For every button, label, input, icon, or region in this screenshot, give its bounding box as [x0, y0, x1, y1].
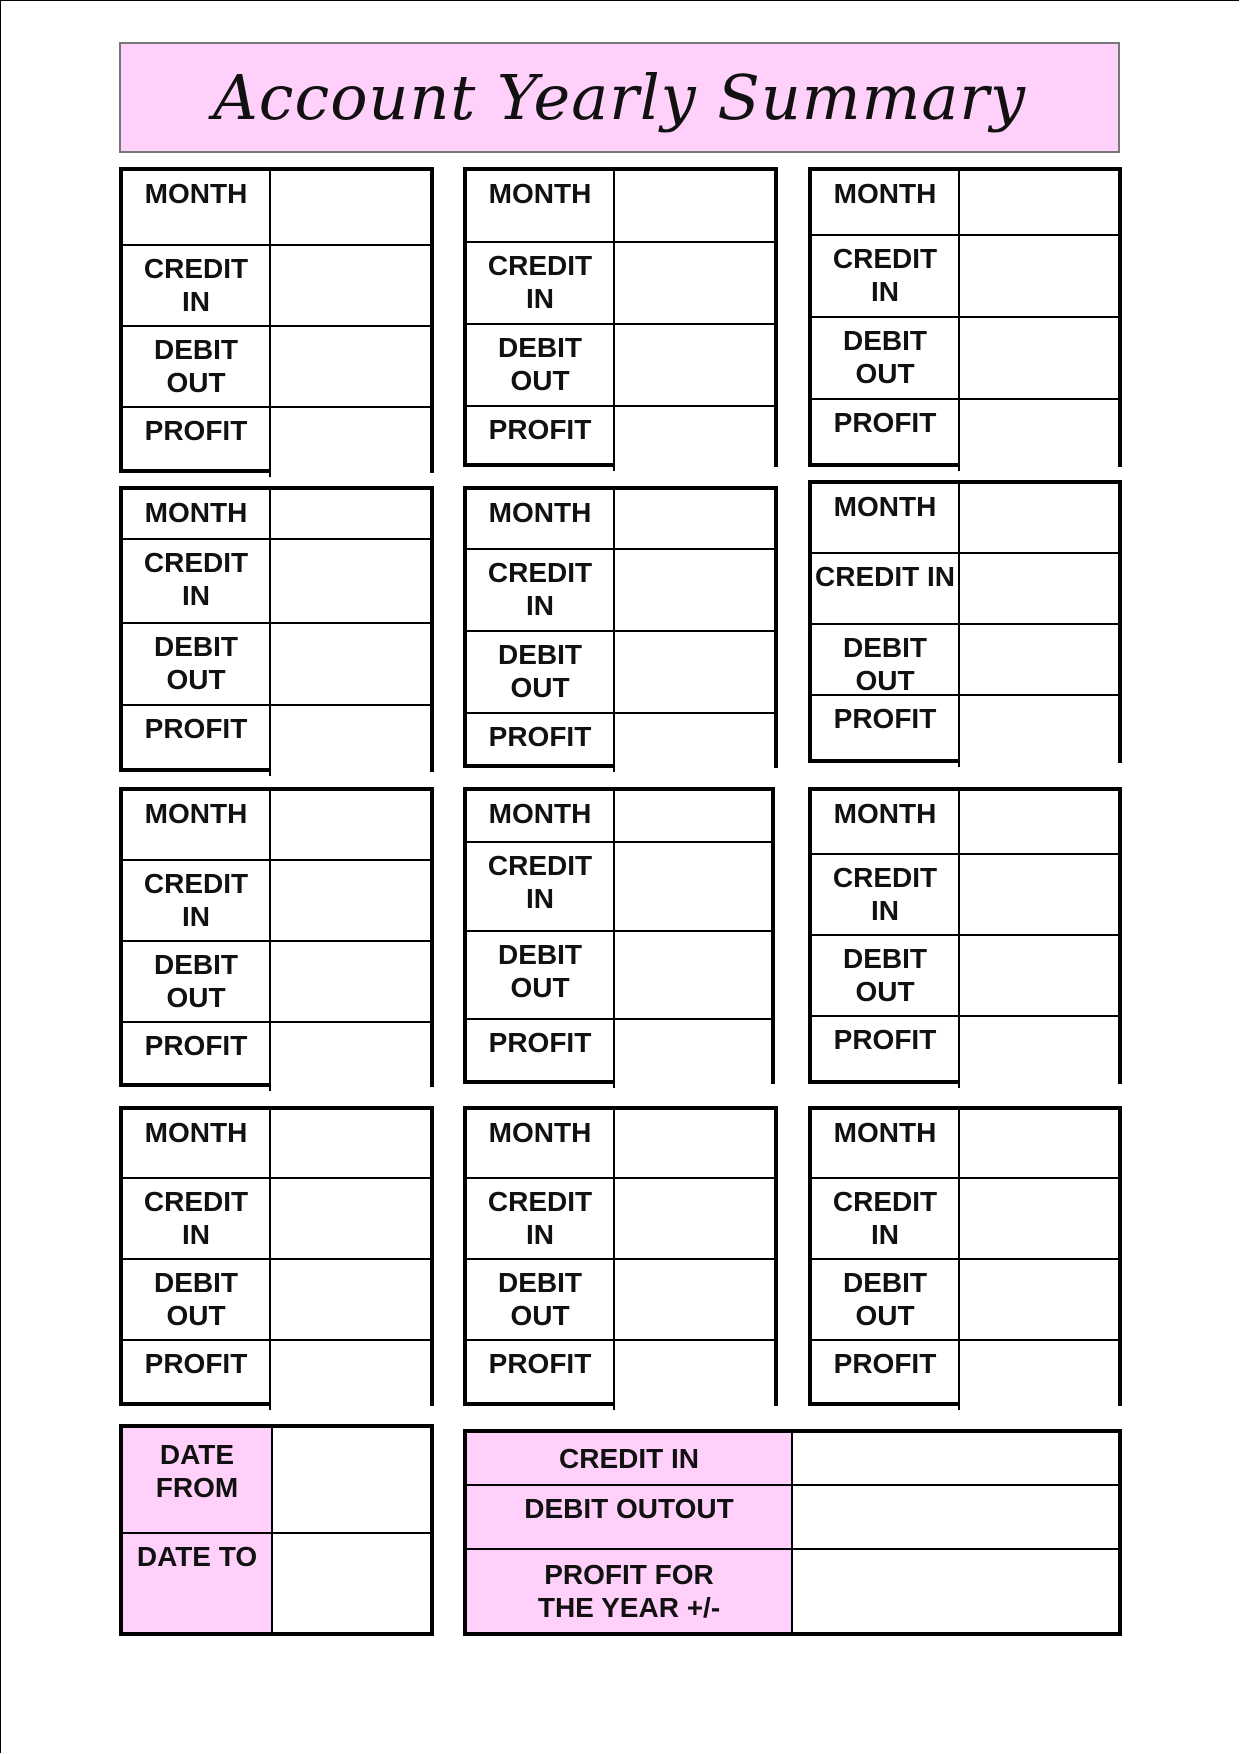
month-field[interactable]: [960, 171, 1118, 236]
profit-field[interactable]: [615, 407, 774, 471]
debit-out-label-text: OUT: [166, 367, 226, 398]
debit-out-label-text: DEBIT: [843, 1267, 927, 1298]
summary-profit-field[interactable]: [793, 1550, 1118, 1632]
credit-in-label-text: CREDIT: [832, 862, 938, 893]
debit-out-field[interactable]: [615, 932, 771, 1020]
profit-label-text: PROFIT: [144, 1030, 248, 1061]
date-to-field[interactable]: [273, 1534, 430, 1632]
debit-out-label-text: OUT: [166, 1300, 226, 1331]
debit-out-field[interactable]: [960, 318, 1118, 400]
date-from-label-line1: DATE: [159, 1439, 235, 1470]
credit-in-label-text: CREDIT: [143, 868, 249, 899]
credit-in-label: [123, 1179, 271, 1260]
month-grid: [463, 1106, 778, 1406]
month-label: [812, 791, 960, 855]
page-title: Account Yearly Summary: [212, 61, 1027, 134]
month-field[interactable]: [271, 490, 430, 540]
month-label-text: MONTH: [833, 178, 937, 209]
month-label: [123, 791, 271, 861]
credit-in-label: [123, 246, 271, 327]
credit-in-label: [123, 540, 271, 624]
profit-label: [123, 1341, 271, 1410]
credit-in-label-text: CREDIT: [143, 1186, 249, 1217]
summary-credit-in-field[interactable]: [793, 1433, 1118, 1486]
debit-out-label: [467, 1260, 615, 1341]
profit-field[interactable]: [615, 714, 774, 772]
credit-in-label-text: CREDIT: [487, 557, 593, 588]
profit-field[interactable]: [271, 408, 430, 477]
month-field[interactable]: [615, 791, 771, 843]
month-label-text: MONTH: [144, 178, 248, 209]
month-grid: [119, 1106, 434, 1406]
month-label-text: MONTH: [488, 178, 592, 209]
debit-out-field[interactable]: [615, 325, 774, 407]
profit-field[interactable]: [960, 696, 1118, 767]
credit-in-label-text: IN: [871, 276, 899, 307]
summary-credit-in-text: CREDIT IN: [559, 1443, 699, 1474]
summary-credit-in-label: [467, 1433, 793, 1486]
month-label-text: MONTH: [488, 497, 592, 528]
credit-in-label-text: IN: [182, 1219, 210, 1250]
debit-out-label-text: OUT: [166, 664, 226, 695]
month-grid: [808, 480, 1122, 763]
profit-label: [123, 1023, 271, 1091]
debit-out-label-text: DEBIT: [498, 939, 582, 970]
credit-in-field[interactable]: [271, 540, 430, 624]
month-label: [467, 171, 615, 243]
month-label: [467, 791, 615, 843]
month-field[interactable]: [960, 1110, 1118, 1179]
credit-in-label-text: IN: [871, 1219, 899, 1250]
profit-label: [467, 1341, 615, 1410]
profit-field[interactable]: [960, 400, 1118, 471]
debit-out-label-text: DEBIT: [843, 325, 927, 356]
month-field[interactable]: [271, 1110, 430, 1179]
debit-out-label-text: OUT: [510, 972, 570, 1003]
debit-out-label-text: DEBIT: [154, 1267, 238, 1298]
month-field[interactable]: [615, 490, 774, 550]
month-label-text: MONTH: [833, 798, 937, 829]
date-to-label: [123, 1534, 273, 1632]
credit-in-field[interactable]: [960, 236, 1118, 318]
credit-in-label: [812, 855, 960, 936]
profit-label-text: PROFIT: [833, 407, 937, 438]
profit-label-text: PROFIT: [833, 703, 937, 734]
credit-in-label-text: IN: [526, 590, 554, 621]
credit-in-field[interactable]: [615, 1179, 774, 1260]
month-label: [812, 1110, 960, 1179]
profit-label-text: PROFIT: [144, 713, 248, 744]
month-label-text: MONTH: [488, 1117, 592, 1148]
profit-label: [467, 1020, 615, 1088]
profit-label: [812, 1017, 960, 1088]
month-field[interactable]: [615, 171, 774, 243]
month-grid: [463, 486, 778, 768]
debit-out-field[interactable]: [960, 625, 1118, 696]
debit-out-label: [123, 1260, 271, 1341]
profit-label-text: PROFIT: [833, 1348, 937, 1379]
summary-profit-text-line2: THE YEAR +/-: [537, 1592, 721, 1623]
month-label: [812, 171, 960, 236]
credit-in-label-text: CREDIT: [487, 1186, 593, 1217]
credit-in-label-text: CREDIT: [487, 850, 593, 881]
summary-debit-out-text: DEBIT OUTOUT: [524, 1493, 734, 1524]
profit-label: [467, 714, 615, 772]
credit-in-label-text: CREDIT: [487, 250, 593, 281]
debit-out-label-text: DEBIT: [498, 639, 582, 670]
profit-field[interactable]: [960, 1017, 1118, 1088]
month-label-text: MONTH: [488, 798, 592, 829]
debit-out-label-text: DEBIT: [498, 332, 582, 363]
profit-label-text: PROFIT: [144, 415, 248, 446]
debit-out-field[interactable]: [960, 1260, 1118, 1341]
month-grid: [119, 486, 434, 772]
debit-out-label-text: DEBIT: [154, 334, 238, 365]
credit-in-label: [467, 843, 615, 932]
month-grid: [808, 787, 1122, 1084]
debit-out-label: [123, 942, 271, 1023]
profit-label: [467, 407, 615, 471]
credit-in-field[interactable]: [960, 855, 1118, 936]
credit-in-label-text: IN: [526, 883, 554, 914]
title-banner: [119, 42, 1120, 153]
debit-out-label: [812, 318, 960, 400]
debit-out-field[interactable]: [271, 942, 430, 1023]
credit-in-field[interactable]: [615, 243, 774, 325]
summary-profit-text-line1: PROFIT FOR: [544, 1559, 714, 1590]
credit-in-field[interactable]: [271, 861, 430, 942]
credit-in-label-text: CREDIT: [832, 243, 938, 274]
month-grid: [808, 1106, 1122, 1406]
credit-in-field[interactable]: [960, 554, 1118, 625]
month-field[interactable]: [271, 791, 430, 861]
debit-out-label: [812, 625, 960, 696]
credit-in-field[interactable]: [271, 1179, 430, 1260]
credit-in-label-text: IN: [526, 283, 554, 314]
credit-in-label-text: IN: [871, 895, 899, 926]
debit-out-field[interactable]: [615, 632, 774, 714]
debit-out-label: [467, 632, 615, 714]
debit-out-label-text: OUT: [855, 358, 915, 389]
debit-out-label-text: OUT: [510, 1300, 570, 1331]
debit-out-field[interactable]: [271, 1260, 430, 1341]
profit-label: [812, 1341, 960, 1410]
profit-label-text: PROFIT: [144, 1348, 248, 1379]
debit-out-field[interactable]: [960, 936, 1118, 1017]
debit-out-field[interactable]: [271, 624, 430, 706]
month-label-text: MONTH: [833, 1117, 937, 1148]
credit-in-label: [812, 236, 960, 318]
month-field[interactable]: [960, 484, 1118, 554]
profit-label: [812, 400, 960, 471]
profit-label-text: PROFIT: [488, 414, 592, 445]
debit-out-label: [467, 932, 615, 1020]
credit-in-label: [467, 243, 615, 325]
month-field[interactable]: [615, 1110, 774, 1179]
profit-field[interactable]: [271, 1023, 430, 1091]
credit-in-label-text: IN: [182, 901, 210, 932]
date-from-field[interactable]: [273, 1428, 430, 1534]
profit-label-text: PROFIT: [488, 1027, 592, 1058]
month-field[interactable]: [271, 171, 430, 246]
profit-label: [123, 706, 271, 776]
debit-out-field[interactable]: [271, 327, 430, 408]
profit-label: [812, 696, 960, 767]
credit-in-field[interactable]: [960, 1179, 1118, 1260]
credit-in-label-text: IN: [182, 286, 210, 317]
month-field[interactable]: [960, 791, 1118, 855]
month-label-text: MONTH: [144, 1117, 248, 1148]
credit-in-label-text: IN: [182, 580, 210, 611]
credit-in-label-text: IN: [526, 1219, 554, 1250]
debit-out-label-text: OUT: [510, 365, 570, 396]
month-label: [812, 484, 960, 554]
profit-field[interactable]: [615, 1341, 774, 1410]
month-label: [467, 1110, 615, 1179]
profit-field[interactable]: [271, 706, 430, 776]
credit-in-label-text: CREDIT: [832, 1186, 938, 1217]
profit-label: [123, 408, 271, 477]
date-to-label-text: DATE TO: [136, 1541, 258, 1572]
summary-debit-out-field[interactable]: [793, 1486, 1118, 1550]
debit-out-label: [467, 325, 615, 407]
month-label-text: MONTH: [144, 798, 248, 829]
month-label-text: MONTH: [833, 491, 937, 522]
debit-out-label: [812, 1260, 960, 1341]
summary-profit-label: [467, 1550, 793, 1632]
month-label: [123, 171, 271, 246]
month-grid: [119, 787, 434, 1087]
month-grid: [119, 167, 434, 473]
credit-in-label-text: CREDIT IN: [815, 561, 955, 592]
credit-in-label: [812, 554, 960, 625]
month-label: [467, 490, 615, 550]
date-range-table: [119, 1424, 434, 1636]
yearly-summary-table: [463, 1429, 1122, 1636]
profit-field[interactable]: [960, 1341, 1118, 1410]
credit-in-field[interactable]: [615, 550, 774, 632]
month-grid: [808, 167, 1122, 467]
month-label: [123, 490, 271, 540]
credit-in-label: [812, 1179, 960, 1260]
profit-label-text: PROFIT: [488, 721, 592, 752]
debit-out-label-text: DEBIT: [154, 631, 238, 662]
debit-out-label-text: OUT: [855, 1300, 915, 1331]
credit-in-label: [123, 861, 271, 942]
credit-in-label-text: CREDIT: [143, 547, 249, 578]
debit-out-label: [123, 327, 271, 408]
credit-in-field[interactable]: [615, 843, 771, 932]
credit-in-field[interactable]: [271, 246, 430, 327]
debit-out-field[interactable]: [615, 1260, 774, 1341]
debit-out-label-text: DEBIT: [843, 943, 927, 974]
month-grid: [463, 167, 778, 467]
summary-debit-out-label: [467, 1486, 793, 1550]
date-from-label-line2: FROM: [155, 1472, 239, 1503]
debit-out-label-text: OUT: [855, 976, 915, 1007]
debit-out-label-text: OUT: [510, 672, 570, 703]
debit-out-label: [123, 624, 271, 706]
profit-label-text: PROFIT: [488, 1348, 592, 1379]
debit-out-label: [812, 936, 960, 1017]
debit-out-label-text: DEBIT: [154, 949, 238, 980]
date-from-label: [123, 1428, 273, 1534]
month-label-text: MONTH: [144, 497, 248, 528]
debit-out-label-text: DEBIT OUT: [843, 632, 927, 696]
profit-label-text: PROFIT: [833, 1024, 937, 1055]
month-label: [123, 1110, 271, 1179]
debit-out-label-text: DEBIT: [498, 1267, 582, 1298]
credit-in-label: [467, 1179, 615, 1260]
debit-out-label-text: OUT: [166, 982, 226, 1013]
month-grid: [463, 787, 775, 1084]
credit-in-label: [467, 550, 615, 632]
profit-field[interactable]: [271, 1341, 430, 1410]
credit-in-label-text: CREDIT: [143, 253, 249, 284]
profit-field[interactable]: [615, 1020, 771, 1088]
